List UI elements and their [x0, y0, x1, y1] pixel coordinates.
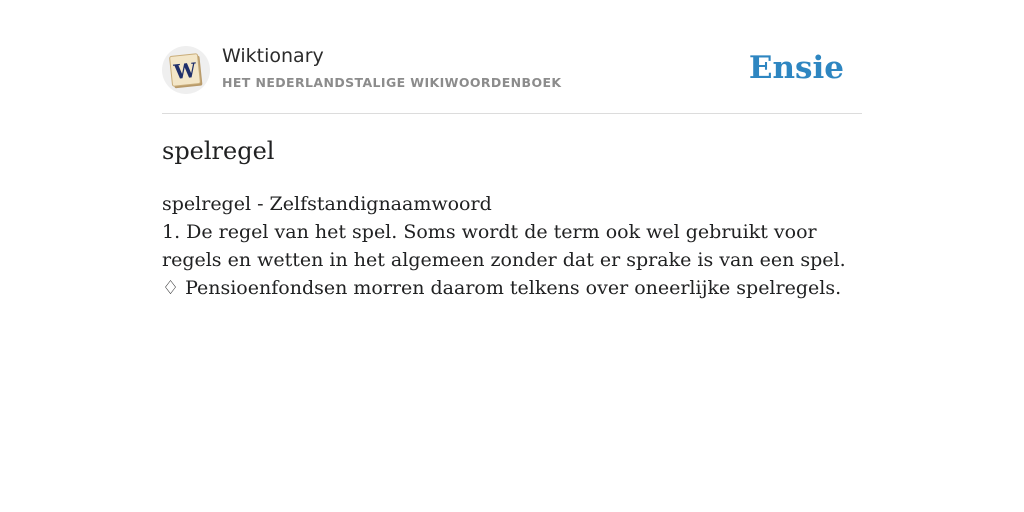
brand-subtitle: HET NEDERLANDSTALIGE WIKIWOORDENBOEK — [222, 75, 562, 90]
example-line: ♢ Pensioenfondsen morren daarom telkens over oneerlijke spelregels. — [162, 277, 842, 299]
word-class-line: spelregel - Zelfstandignaamwoord — [162, 193, 492, 215]
brand-title[interactable]: Wiktionary — [222, 45, 324, 67]
logo-tile-graphic — [162, 46, 210, 94]
page-container — [162, 0, 862, 299]
site-header — [162, 0, 862, 114]
definition-line: 1. De regel van het spel. Soms wordt de term ook wel gebruikt voor regels en wetten in het algemeen zonder dat er sprake is van een spel. — [162, 221, 846, 271]
wiktionary-logo-icon[interactable] — [162, 46, 210, 94]
entry-title: spelregel — [162, 137, 275, 165]
entry-body — [162, 190, 862, 302]
ensie-link[interactable]: Ensie — [748, 50, 844, 86]
logo-letter: W — [172, 57, 198, 85]
